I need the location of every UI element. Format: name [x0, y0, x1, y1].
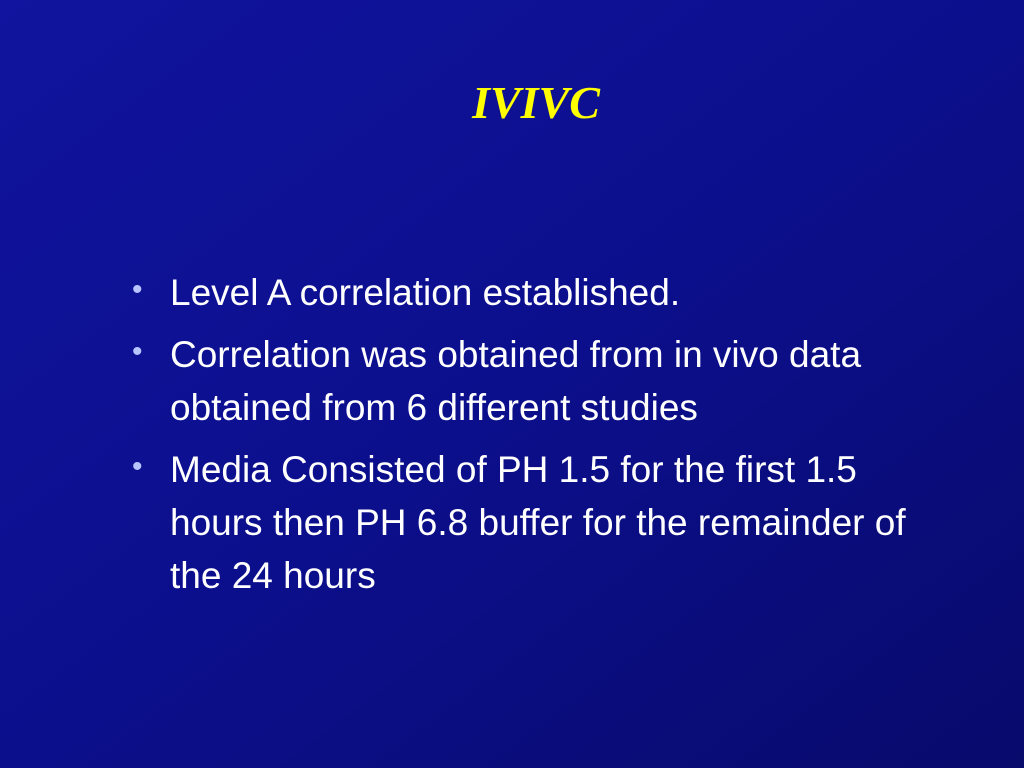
bullet-text: Media Consisted of PH 1.5 for the first 1.5 hours then PH 6.8 buffer for the remainder of the 24 hours	[170, 449, 906, 596]
bullet-icon: •	[132, 273, 143, 306]
list-item	[130, 266, 910, 319]
list-item	[130, 443, 910, 602]
bullet-text: Correlation was obtained from in vivo data obtained from 6 different studies	[170, 334, 862, 428]
bullet-text: Level A correlation established.	[170, 272, 681, 313]
bullet-list	[130, 266, 910, 611]
bullet-icon: •	[132, 335, 143, 368]
list-item	[130, 328, 910, 434]
slide-title: IVIVC	[472, 77, 600, 128]
bullet-icon: •	[132, 450, 143, 483]
